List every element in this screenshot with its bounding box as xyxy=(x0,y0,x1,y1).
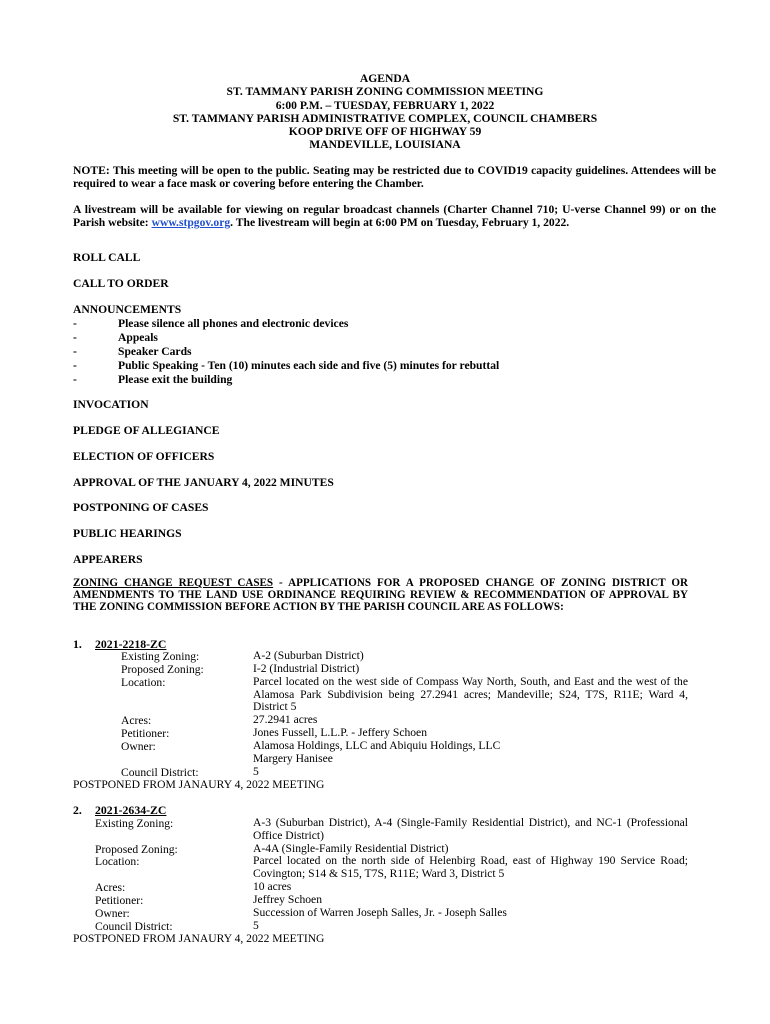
zoning-cases-title: ZONING CHANGE REQUEST CASES xyxy=(73,577,274,589)
bullet-marker: - xyxy=(73,317,77,330)
website-link[interactable]: www.stpgov.org xyxy=(151,216,231,230)
proposed-zoning-label: Proposed Zoning: xyxy=(95,843,178,856)
council-district-label: Council District: xyxy=(121,766,199,779)
invocation-heading: INVOCATION xyxy=(73,398,149,411)
owner-label: Owner: xyxy=(95,907,130,920)
acres-label: Acres: xyxy=(95,881,126,894)
council-district-value: 5 xyxy=(253,919,259,932)
case-id: 2021-2634-ZC xyxy=(95,803,167,817)
bullet-marker: - xyxy=(73,373,77,386)
header-city: MANDEVILLE, LOUISIANA xyxy=(309,138,461,152)
proposed-zoning-label: Proposed Zoning: xyxy=(121,663,204,676)
case-status: POSTPONED FROM JANAURY 4, 2022 MEETING xyxy=(73,778,325,791)
proposed-zoning-value: I-2 (Industrial District) xyxy=(253,662,360,675)
location-value: Parcel located on the west side of Compass Way North, South, and East and the west of the Alamosa Park Subdivision being 27.2941 acres; Mandeville; S24, T7S, R11E; Ward 4, District 5 xyxy=(253,675,688,714)
case-number: 2. xyxy=(73,803,82,817)
petitioner-label: Petitioner: xyxy=(121,727,170,740)
acres-label: Acres: xyxy=(121,714,152,727)
call-to-order-heading: CALL TO ORDER xyxy=(73,277,169,290)
appearers-heading: APPEARERS xyxy=(73,553,143,566)
header-meeting-name: ST. TAMMANY PARISH ZONING COMMISSION MEETING xyxy=(226,85,544,99)
acres-value: 10 acres xyxy=(253,880,292,893)
header-title: AGENDA xyxy=(359,72,411,85)
case-header xyxy=(73,803,167,818)
petitioner-value: Jones Fussell, L.L.P. - Jeffery Schoen xyxy=(253,726,427,739)
covid-note: NOTE: This meeting will be open to the public. Seating may be restricted due to COVID19 capacity guidelines. Attendees will be required to wear a face mask or covering before entering the Chamber. xyxy=(73,164,716,191)
header-street: KOOP DRIVE OFF OF HIGHWAY 59 xyxy=(288,125,482,139)
election-heading: ELECTION OF OFFICERS xyxy=(73,450,215,463)
bullet-marker: - xyxy=(73,359,77,372)
existing-zoning-label: Existing Zoning: xyxy=(121,650,200,663)
announcement-text: Public Speaking - Ten (10) minutes each side and five (5) minutes for rebuttal xyxy=(118,359,500,372)
case-status: POSTPONED FROM JANAURY 4, 2022 MEETING xyxy=(73,932,325,945)
zoning-cases-intro xyxy=(73,577,688,613)
header-time-date: 6:00 P.M. – TUESDAY, FEBRUARY 1, 2022 xyxy=(275,98,495,112)
petitioner-value: Jeffrey Schoen xyxy=(253,893,323,906)
case-number: 1. xyxy=(73,637,82,651)
owner-value-second-line: Margery Hanisee xyxy=(253,752,333,765)
agenda-header xyxy=(0,72,770,152)
livestream-text-before: A livestream will be available for viewing on regular broadcast channels (Charter Channel 710; U-verse Channel 99) or on the Parish website: xyxy=(73,203,716,230)
location-label: Location: xyxy=(95,855,140,868)
postponing-heading: POSTPONING OF CASES xyxy=(73,501,209,514)
roll-call-heading: ROLL CALL xyxy=(73,251,141,264)
acres-value: 27.2941 acres xyxy=(253,713,318,726)
proposed-zoning-value: A-4A (Single-Family Residential District) xyxy=(253,842,449,855)
announcement-text: Please exit the building xyxy=(118,373,233,386)
council-district-value: 5 xyxy=(253,765,259,778)
approval-heading: APPROVAL OF THE JANUARY 4, 2022 MINUTES xyxy=(73,476,334,489)
livestream-note xyxy=(73,203,716,230)
livestream-text-after: . The livestream will begin at 6:00 PM on Tuesday, February 1, 2022. xyxy=(230,216,570,230)
announcement-text: Appeals xyxy=(118,331,158,344)
location-label: Location: xyxy=(121,676,166,689)
announcement-text: Please silence all phones and electronic devices xyxy=(118,317,349,330)
location-value: Parcel located on the north side of Helenbirg Road, east of Highway 190 Service Road; Covington; S14 & S15, T7S, R11E; Ward 3, District 5 xyxy=(253,854,688,880)
case-id: 2021-2218-ZC xyxy=(95,637,167,651)
owner-value: Alamosa Holdings, LLC and Abiquiu Holdings, LLC xyxy=(253,739,501,752)
zoning-cases-description: - APPLICATIONS FOR A PROPOSED CHANGE OF ZONING DISTRICT OR AMENDMENTS TO THE LAND USE ORDINANCE REQUIRING REVIEW & RECOMMENDATION OF APPROVAL BY THE ZONING COMMISSION BEFORE ACTION BY THE PARISH COUNCIL ARE AS FOLLOWS: xyxy=(73,577,688,613)
header-venue: ST. TAMMANY PARISH ADMINISTRATIVE COMPLEX, COUNCIL CHAMBERS xyxy=(172,111,598,125)
bullet-marker: - xyxy=(73,331,77,344)
announcement-text: Speaker Cards xyxy=(118,345,192,358)
existing-zoning-value: A-2 (Suburban District) xyxy=(253,649,364,662)
existing-zoning-label: Existing Zoning: xyxy=(95,817,174,830)
existing-zoning-value: A-3 (Suburban District), A-4 (Single-Family Residential District), and NC-1 (Professional Office District) xyxy=(253,816,688,842)
council-district-label: Council District: xyxy=(95,920,173,933)
case-header xyxy=(73,637,167,652)
petitioner-label: Petitioner: xyxy=(95,894,144,907)
announcements-heading: ANNOUNCEMENTS xyxy=(73,303,182,316)
owner-value: Succession of Warren Joseph Salles, Jr. - Joseph Salles xyxy=(253,906,507,919)
bullet-marker: - xyxy=(73,345,77,358)
owner-label: Owner: xyxy=(121,740,156,753)
public-hearings-heading: PUBLIC HEARINGS xyxy=(73,527,182,540)
pledge-heading: PLEDGE OF ALLEGIANCE xyxy=(73,424,220,437)
